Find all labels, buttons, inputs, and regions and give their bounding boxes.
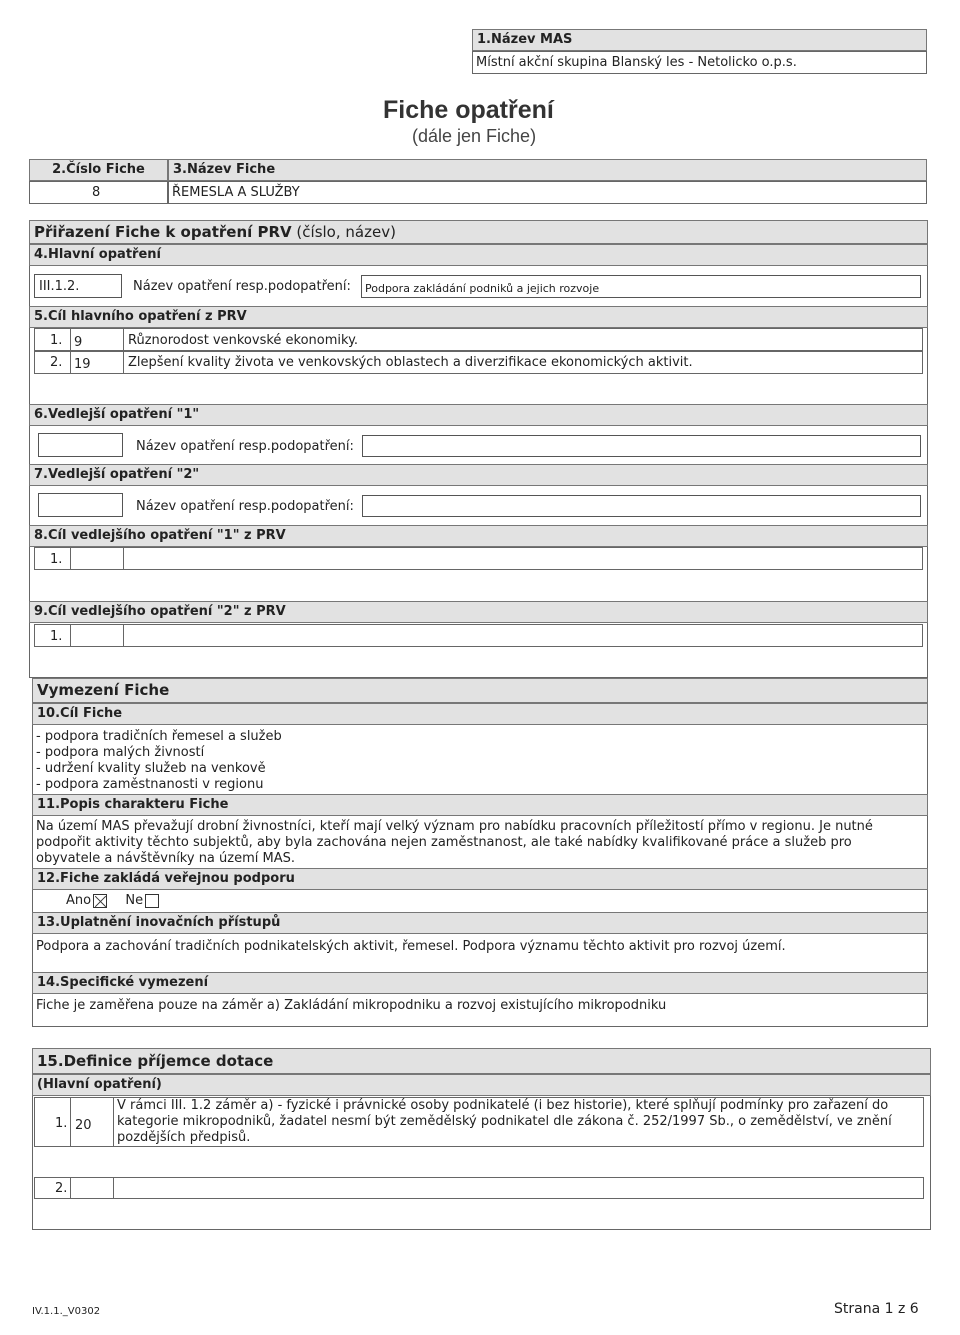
character-line-1: Na území MAS převažují drobní živnostníci, kteří mají velký význam pro nabídku pracovních příležitostí přímo v regionu. Je nutné (36, 819, 873, 834)
main-goal-row-2-num: 2. (50, 355, 63, 370)
recipient-sub: (Hlavní opatření) (32, 1074, 931, 1096)
recipient-heading: 15.Definice příjemce dotace (32, 1048, 931, 1074)
goal-secondary-2-code-box (70, 624, 124, 647)
page-subtitle: (dále jen Fiche) (412, 126, 537, 146)
secondary-1-code-field (38, 433, 123, 457)
recipient-row-2-num: 2. (55, 1181, 68, 1196)
recipient-line-1: V rámci III. 1.2 záměr a) - fyzické i právnické osoby podnikatelé (i bez historie), které splňují podmínky pro zařazení do (117, 1098, 889, 1113)
mas-value: Místní akční skupina Blanský les - Netolicko o.p.s. (476, 55, 797, 70)
fiche-number-value: 8 (92, 185, 101, 200)
recipient-row-1-code: 20 (75, 1118, 92, 1133)
goal-secondary-1-code-box (70, 547, 124, 570)
fiche-number-label: 2.Číslo Fiche (29, 159, 168, 181)
innovation-text: Podpora a zachování tradičních podnikatelských aktivit, řemesel. Podpora významu těchto aktivit pro rozvoj území. (36, 939, 786, 954)
specific-label: 14.Specifické vymezení (32, 972, 928, 994)
mas-label: 1.Název MAS (472, 29, 927, 51)
main-measure-code-field (34, 274, 122, 298)
secondary-1-name-label: Název opatření resp.podopatření: (136, 439, 354, 454)
goal-secondary-1-row (34, 547, 923, 570)
secondary-2-label: 7.Vedlejší opatření "2" (29, 464, 928, 486)
character-text (36, 819, 873, 867)
main-goal-row-1-code: 9 (74, 335, 83, 350)
character-line-2: podpořit aktivity těchto subjektů, aby byla zachována nejen zaměstnanost, ale také nabídky kvalifikované práce a služeb pro (36, 835, 852, 850)
fiche-goal-label: 10.Cíl Fiche (32, 703, 928, 725)
secondary-2-name-label: Název opatření resp.podopatření: (136, 499, 354, 514)
secondary-1-label: 6.Vedlejší opatření "1" (29, 404, 928, 426)
goal-secondary-2-num: 1. (50, 629, 63, 644)
yes-checkbox[interactable] (93, 894, 107, 908)
goal-secondary-1-label: 8.Cíl vedlejšího opatření "1" z PRV (29, 525, 928, 547)
character-label: 11.Popis charakteru Fiche (32, 794, 928, 816)
assignment-heading-bold: Přiřazení Fiche k opatření PRV (34, 223, 292, 241)
main-goal-row-2-code: 19 (74, 357, 91, 372)
main-measure-name-field (361, 275, 921, 298)
no-checkbox[interactable] (145, 894, 159, 908)
specific-text: Fiche je zaměřena pouze na záměr a) Zakládání mikropodniku a rozvoj existujícího mikropodniku (36, 998, 667, 1013)
public-support-options (66, 893, 159, 909)
main-measure-code: III.1.2. (39, 279, 80, 294)
main-goal-row-1-text: Různorodost venkovské ekonomiky. (128, 333, 359, 348)
recipient-row-2 (34, 1177, 924, 1199)
goal-secondary-1-num: 1. (50, 552, 63, 567)
fiche-name-box (168, 181, 927, 204)
secondary-1-name-field (362, 435, 921, 457)
recipient-line-3: pozdějších předpisů. (117, 1130, 251, 1145)
fiche-goal-line-4: - podpora zaměstnanosti v regionu (36, 777, 264, 792)
main-goal-row-1-num: 1. (50, 333, 63, 348)
recipient-row-1-num: 1. (55, 1116, 68, 1131)
recipient-row-2-code-box (70, 1177, 114, 1199)
goal-secondary-2-row (34, 624, 923, 647)
recipient-line-2: kategorie mikropodniků, žadatel nesmí být zemědělský podnikatel dle zákona č. 252/1997 Sb., o zemědělství, ve znění (117, 1114, 892, 1129)
main-measure-name-value: Podpora zakládání podniků a jejich rozvoje (365, 282, 600, 295)
page-title: Fiche opatření (383, 96, 554, 124)
public-support-label: 12.Fiche zakládá veřejnou podporu (32, 868, 928, 890)
mas-value-box (472, 51, 927, 74)
main-measure-label: 4.Hlavní opatření (29, 244, 928, 266)
fiche-goal-line-2: - podpora malých živností (36, 745, 205, 760)
secondary-2-code-field (38, 493, 123, 517)
goal-secondary-2-label: 9.Cíl vedlejšího opatření "2" z PRV (29, 601, 928, 623)
character-line-3: obyvatele a návštěvníky na území MAS. (36, 851, 295, 866)
footer-code: IV.1.1._V0302 (32, 1306, 101, 1317)
footer-page-number: Strana 1 z 6 (834, 1301, 919, 1317)
fiche-goal-text (36, 729, 282, 793)
assignment-heading (29, 220, 928, 244)
definition-heading: Vymezení Fiche (32, 678, 928, 703)
main-goal-label: 5.Cíl hlavního opatření z PRV (29, 306, 928, 328)
fiche-goal-line-1: - podpora tradičních řemesel a služeb (36, 729, 282, 744)
no-label: Ne (125, 893, 144, 908)
secondary-2-name-field (362, 495, 921, 517)
fiche-name-label: 3.Název Fiche (168, 159, 927, 181)
recipient-row-1-text (117, 1098, 892, 1146)
assignment-heading-rest: (číslo, název) (291, 223, 396, 241)
fiche-name-value: ŘEMESLA A SLUŽBY (172, 185, 300, 200)
fiche-goal-line-3: - udržení kvality služeb na venkově (36, 761, 266, 776)
innovation-label: 13.Uplatnění inovačních přístupů (32, 912, 928, 934)
main-goal-row-2-text: Zlepšení kvality života ve venkovských oblastech a diverzifikace ekonomických aktivit. (128, 355, 693, 370)
fiche-number-box (29, 181, 168, 204)
yes-label: Ano (66, 893, 92, 908)
main-measure-name-label: Název opatření resp.podopatření: (133, 279, 351, 294)
